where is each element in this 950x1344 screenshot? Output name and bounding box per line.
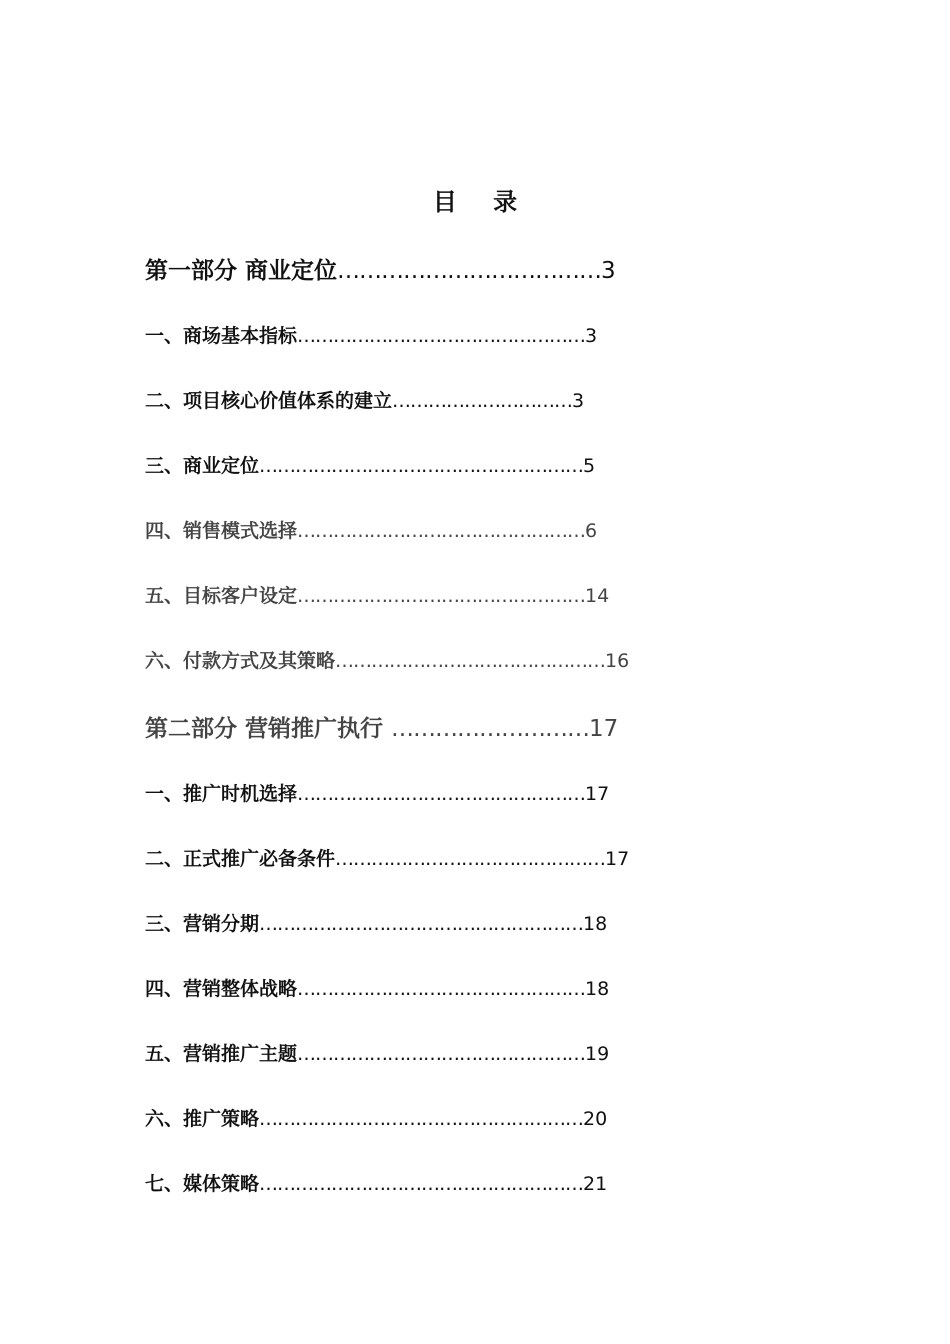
toc-page-number: 21 — [583, 1173, 608, 1195]
toc-entry-section[interactable] — [145, 451, 595, 478]
toc-page-number: 3 — [601, 258, 616, 284]
toc-entry-text: 七、媒体策略 — [145, 1173, 260, 1195]
toc-leader-dots: ………………………………………… — [297, 1043, 586, 1065]
toc-entry-text: 五、目标客户设定 — [145, 585, 298, 607]
toc-page-number: 16 — [605, 650, 630, 672]
toc-leader-dots: ………………………………………… — [297, 585, 586, 607]
toc-entry-section[interactable] — [145, 581, 609, 608]
toc-title: 目 录 — [432, 188, 532, 216]
toc-page-number: 14 — [585, 585, 610, 607]
toc-entry-section[interactable] — [145, 386, 584, 413]
toc-entry-text: 第一部分 商业定位 — [145, 258, 338, 284]
toc-entry-section[interactable] — [145, 1104, 607, 1131]
toc-entry-section[interactable] — [145, 844, 629, 871]
toc-entry-text: 一、推广时机选择 — [145, 783, 298, 805]
toc-page-number: 20 — [583, 1108, 608, 1130]
toc-entry-text: 五、营销推广主题 — [145, 1043, 298, 1065]
toc-entry-text: 三、商业定位 — [145, 455, 260, 477]
toc-page-number: 18 — [585, 978, 610, 1000]
toc-leader-dots: ………………………………………… — [297, 520, 586, 542]
toc-page-number: 3 — [585, 325, 598, 347]
toc-page-number: 6 — [585, 520, 598, 542]
toc-entry-section[interactable] — [145, 1039, 609, 1066]
toc-entry-section[interactable] — [145, 779, 609, 806]
toc-entry-text: 六、推广策略 — [145, 1108, 260, 1130]
toc-entry-text: 第二部分 营销推广执行 — [145, 716, 392, 742]
toc-entry-section[interactable] — [145, 321, 597, 348]
toc-leader-dots: ……………………………………… — [335, 848, 606, 870]
toc-page-number: 3 — [572, 390, 585, 412]
toc-leader-dots: ………………………………………… — [297, 325, 586, 347]
toc-entry-section[interactable] — [145, 974, 609, 1001]
toc-entry-text: 二、项目核心价值体系的建立 — [145, 390, 393, 412]
toc-leader-dots: ……………………………………… — [335, 650, 606, 672]
toc-entry-text: 三、营销分期 — [145, 913, 260, 935]
toc-leader-dots: ……………………………………………… — [259, 1173, 584, 1195]
toc-leader-dots: ……………………………………………… — [259, 455, 584, 477]
toc-leader-dots: ……………………………………………… — [259, 913, 584, 935]
toc-leader-dots: ……………………………… — [337, 258, 602, 284]
toc-page-number: 5 — [583, 455, 596, 477]
toc-entry-text: 一、商场基本指标 — [145, 325, 298, 347]
toc-entry-text: 二、正式推广必备条件 — [145, 848, 336, 870]
toc-entry-text: 六、付款方式及其策略 — [145, 650, 336, 672]
toc-entry-part-2[interactable] — [145, 710, 618, 743]
toc-leader-dots: ………………………………………… — [297, 783, 586, 805]
toc-page-number: 19 — [585, 1043, 610, 1065]
toc-leader-dots: ………………………… — [392, 390, 573, 412]
toc-entry-part-1[interactable] — [145, 252, 616, 285]
toc-page-number: 17 — [605, 848, 630, 870]
toc-entry-section[interactable] — [145, 909, 607, 936]
toc-entry-section[interactable] — [145, 516, 597, 543]
toc-leader-dots: ………………………………………… — [297, 978, 586, 1000]
toc-page-number: 17 — [585, 783, 610, 805]
toc-entry-section[interactable] — [145, 646, 629, 673]
toc-page-number: 17 — [589, 716, 619, 742]
toc-entry-text: 四、营销整体战略 — [145, 978, 298, 1000]
toc-entry-text: 四、销售模式选择 — [145, 520, 298, 542]
toc-entry-section[interactable] — [145, 1169, 607, 1196]
toc-leader-dots: ……………………… — [391, 716, 590, 742]
toc-page-number: 18 — [583, 913, 608, 935]
toc-leader-dots: ……………………………………………… — [259, 1108, 584, 1130]
